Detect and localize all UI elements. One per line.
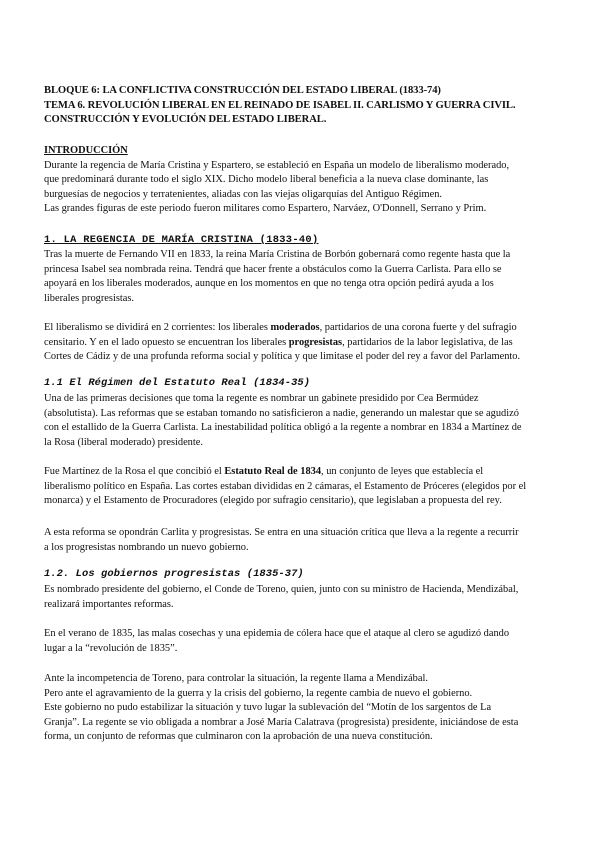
paragraph-line: Ante la incompetencia de Toreno, para controlar la situación, la regente llama a Mendizábal.	[44, 673, 428, 684]
paragraph-line: Cortes de Cádiz y de una profunda reforma social y política y que limitase el poder del rey a favor del Parlamento.	[44, 351, 521, 363]
intro-line: que predominará durante todo el siglo XIX. Dicho modelo liberal beneficia a la nueva clase dominante, las	[44, 174, 489, 186]
section-1-2-heading: 1.2. Los gobiernos progresistas (1835-37)	[44, 568, 304, 580]
paragraph-line: Tras la muerte de Fernando VII en 1833, la reina María Cristina de Borbón gobernará como regente hasta que la	[44, 249, 511, 260]
section-1-1-heading: 1.1 El Régimen del Estatuto Real (1834-35)	[44, 377, 311, 389]
paragraph-line: princesa Isabel sea nombrada reina. Tendrá que hacer frente a obstáculos como la Guerra Carlista. Para ello se	[44, 263, 502, 275]
paragraph-line: a los progresistas nombrando un nuevo gobierno.	[44, 541, 249, 553]
title-line-1: BLOQUE 6: LA CONFLICTIVA CONSTRUCCIÓN DEL ESTADO LIBERAL (1833-74)	[44, 85, 441, 96]
paragraph-line: En el verano de 1835, las malas cosechas y una epidemia de cólera hace que el ataque al clero se agudizó dando	[44, 628, 510, 639]
intro-line: Las grandes figuras de este periodo fueron militares como Espartero, Narváez, O'Donnell, Serrano y Prim.	[44, 203, 487, 215]
paragraph-line	[44, 465, 559, 480]
section-1-heading: 1. LA REGENCIA DE MARÍA CRISTINA (1833-40)	[44, 234, 319, 246]
text-run: , un conjunto de leyes que establecía el	[321, 466, 484, 477]
text-run: El liberalismo se dividirá en 2 corrientes: los liberales	[44, 322, 271, 333]
text-run: censitario. Y en el lado opuesto se encuentran los liberales	[44, 336, 289, 348]
paragraph-line	[44, 321, 559, 336]
text-run: , partidarios de la labor legislativa, de las	[342, 336, 513, 348]
paragraph-line: forma, un conjunto de reformas que culminaron con la aprobación de una nueva constitución.	[44, 731, 433, 743]
paragraph-line: lugar a la “revolución de 1835”.	[44, 642, 178, 654]
section-1-1	[44, 376, 559, 391]
title-line-3: CONSTRUCCIÓN Y EVOLUCIÓN DEL ESTADO LIBERAL.	[44, 114, 327, 126]
section-1-1-paragraph-2	[44, 465, 559, 509]
text-run: , partidarios de una corona fuerte y del sufragio	[319, 322, 517, 333]
bold-term-moderados: moderados	[270, 322, 320, 333]
text-run: Fue Martínez de la Rosa el que concibió el	[44, 466, 225, 477]
intro-line: Durante la regencia de María Cristina y Espartero, se estableció en España un modelo de liberalismo moderado,	[44, 159, 510, 171]
section-1-1-paragraph-1	[44, 392, 559, 450]
paragraph-line: con el estallido de la Guerra Carlista. La inestabilidad política obligó a la regente a nombrar en 1834 a Martínez de	[44, 422, 522, 434]
paragraph-line: A esta reforma se opondrán Carlita y progresistas. Se entra en una situación crítica que lleva a la regente a recurrir	[44, 527, 519, 538]
paragraph-line	[44, 336, 559, 351]
paragraph-line: Una de las primeras decisiones que toma la regente es nombrar un gabinete presidido por Cea Bermúdez	[44, 393, 479, 404]
paragraph-line: monarca) y el Estamento de Procuradores (elegido por sufragio censitario), que legislaban a propuesta del rey.	[44, 495, 502, 507]
paragraph-line: liberales progresistas.	[44, 292, 135, 304]
section-1-2-paragraph-1	[44, 583, 559, 612]
paragraph-line: Granja”. La regente se vio obligada a nombrar a José María Calatrava (progresista) presidente, iniciándose de esta	[44, 716, 519, 728]
paragraph-line: la Rosa (liberal moderado) presidente.	[44, 436, 203, 448]
paragraph-line: realizará importantes reformas.	[44, 598, 174, 610]
intro-heading: INTRODUCCIÓN	[44, 145, 128, 156]
section-1	[44, 233, 559, 248]
document-title	[44, 84, 559, 128]
intro-line: burguesías de negocios y terratenientes, aliadas con las viejas oligarquías del Antiguo Régimen.	[44, 188, 443, 200]
paragraph-line: Este gobierno no pudo estabilizar la situación y tuvo lugar la sublevación del “Motín de los sargentos de La	[44, 702, 492, 714]
section-1-2	[44, 567, 559, 582]
section-1-1-paragraph-3	[44, 526, 559, 555]
section-1-2-paragraph-2	[44, 627, 559, 656]
paragraph-line: apoyará en los liberales moderados, aunque en los momentos en que no tenga otra opción pedirá ayuda a los	[44, 278, 494, 290]
paragraph-line: liberalismo político en España. Las cortes estaban divididas en 2 cámaras, el Estamento de Próceres (elegidos por el	[44, 480, 527, 492]
section-1-paragraph-2	[44, 321, 559, 365]
bold-term-estatuto-real: Estatuto Real de 1834	[224, 466, 322, 477]
paragraph-line: Pero ante el agravamiento de la guerra y la crisis del gobierno, la regente cambia de nuevo el gobierno.	[44, 687, 473, 699]
title-line-2: TEMA 6. REVOLUCIÓN LIBERAL EN EL REINADO DE ISABEL II. CARLISMO Y GUERRA CIVIL.	[44, 99, 516, 111]
intro-section	[44, 144, 559, 217]
bold-term-progresistas: progresistas	[288, 336, 343, 348]
paragraph-line: Es nombrado presidente del gobierno, el Conde de Toreno, quien, junto con su ministro de Hacienda, Mendizábal,	[44, 584, 519, 595]
section-1-2-paragraph-3	[44, 672, 559, 745]
section-1-paragraph-1	[44, 248, 559, 306]
paragraph-line: (absolutista). Las reformas que se estaban tomando no satisficieron a nadie, generando un malestar que se agudizó	[44, 407, 519, 419]
